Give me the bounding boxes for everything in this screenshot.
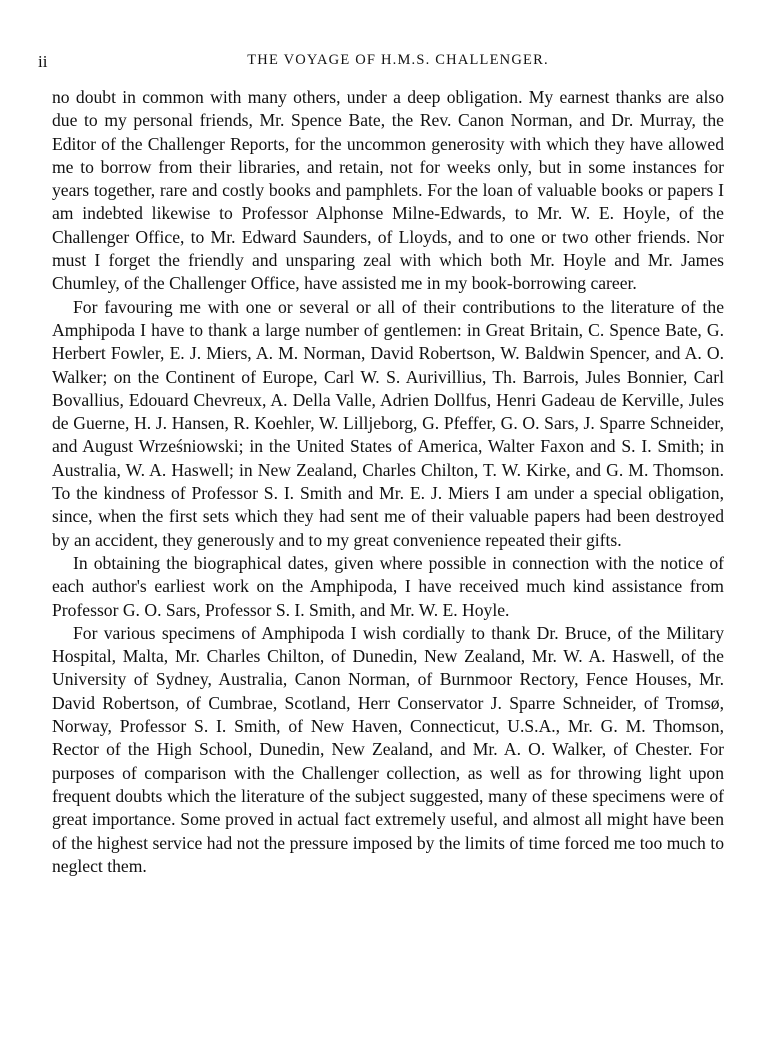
body-text (52, 86, 724, 878)
page-number: ii (38, 52, 48, 71)
book-page (38, 52, 724, 878)
paragraph-specimens: For various specimens of Amphipoda I wish cordially to thank Dr. Bruce, of the Military Hospital, Malta, Mr. Charles Chilton, of Dunedin, New Zealand, Mr. W. A. Haswell, of the University of Sydney, Australia, Canon Norman, of Burnmoor Rectory, Fence Houses, Mr. David Robertson, of Cumbrae, Scotland, Herr Conservator J. Sparre Schneider, of Tromsø, Norway, Professor S. I. Smith, of New Haven, Connecticut, U.S.A., Mr. G. M. Thomson, Rector of the High School, Dunedin, New Zealand, and Mr. A. O. Walker, of Chester. For purposes of comparison with the Challenger collection, as well as for throwing light upon frequent doubts which the literature of the subject suggested, many of these specimens were of great importance. Some proved in actual fact extremely useful, and almost all might have been of the highest service had not the pressure imposed by the limits of time forced me too much to neglect them. (52, 622, 724, 876)
paragraph-biographical-dates: In obtaining the biographical dates, given where possible in connection with the notice of each author's earliest work on the Amphipoda, I have received much kind assistance from Professor G. O. Sars, Professor S. I. Smith, and Mr. W. E. Hoyle. (52, 552, 724, 620)
paragraph-contributors: For favouring me with one or several or all of their contributions to the literature of the Amphipoda I have to thank a large number of gentlemen: in Great Britain, C. Spence Bate, G. Herbert Fowler, E. J. Miers, A. M. Norman, David Robertson, W. Baldwin Spencer, and A. O. Walker; on the Continent of Europe, Carl W. S. Aurivillius, Th. Barrois, Jules Bonnier, Carl Bovallius, Edouard Chevreux, A. Della Valle, Adrien Dollfus, Henri Gadeau de Kerville, Jules de Guerne, H. J. Hansen, R. Koehler, W. Lilljeborg, G. Pfeffer, G. O. Sars, J. Sparre Schneider, and August Wrześniowski; in the United States of America, Walter Faxon and S. I. Smith; in Australia, W. A. Haswell; in New Zealand, Charles Chilton, T. W. Kirke, and G. M. Thomson. To the kindness of Professor S. I. Smith and Mr. E. J. Miers I am under a special obligation, since, when the first sets which they had sent me of their valuable papers had been destroyed by an accident, they generously and to my great convenience repeated their gifts. (52, 296, 724, 550)
paragraph-continuation: no doubt in common with many others, under a deep obligation. My earnest thanks are also due to my personal friends, Mr. Spence Bate, the Rev. Canon Norman, and Dr. Murray, the Editor of the Challenger Reports, for the uncommon generosity with which they have allowed me to borrow from their libraries, and retain, not for weeks only, but in some instances for years together, rare and costly books and pamphlets. For the loan of valuable books or papers I am indebted likewise to Professor Alphonse Milne-Edwards, to Mr. W. E. Hoyle, of the Challenger Office, to Mr. Edward Saunders, of Lloyds, and to one or two other friends. Nor must I forget the friendly and unsparing zeal with which both Mr. Hoyle and Mr. James Chumley, of the Challenger Office, have assisted me in my book-borrowing career. (52, 87, 724, 294)
running-head (38, 52, 724, 74)
running-title: THE VOYAGE OF H.M.S. CHALLENGER. (247, 52, 549, 68)
